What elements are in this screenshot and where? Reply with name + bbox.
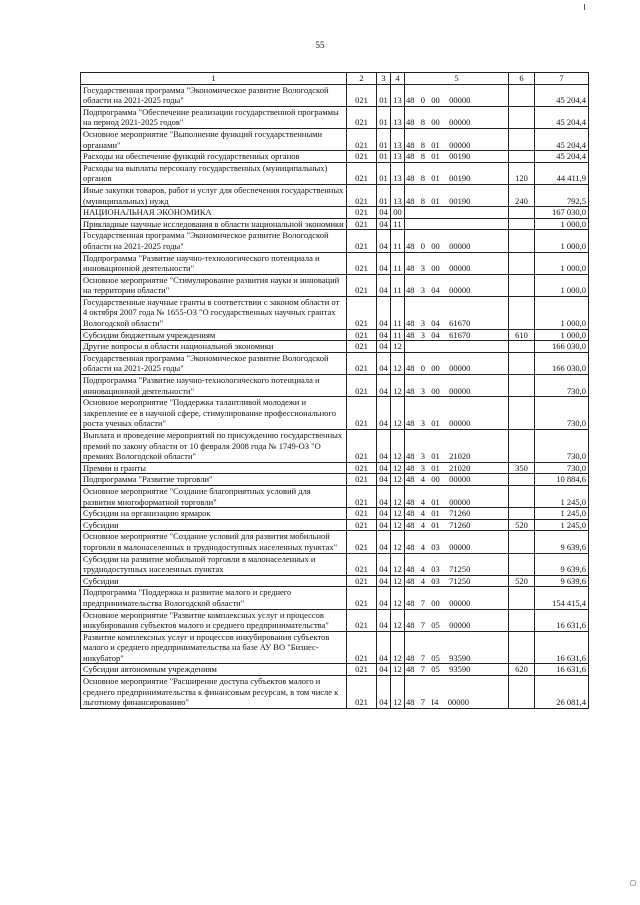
ministry-code-cell: 021: [347, 631, 377, 664]
subsection-code-cell: 11: [391, 296, 405, 329]
header-cell: 4: [391, 73, 405, 85]
ministry-code-cell: 021: [347, 575, 377, 587]
expense-type-cell: [509, 106, 535, 128]
corner-mark: [584, 4, 585, 10]
row-name-cell: Расходы на выплаты персоналу государственных (муниципальных) органов: [81, 162, 347, 184]
row-name-cell: Другие вопросы в области национальной экономики: [81, 341, 347, 353]
expense-type-cell: [509, 230, 535, 252]
budget-table: [80, 72, 589, 709]
ministry-code-cell: 021: [347, 274, 377, 296]
page-number: 55: [315, 40, 325, 50]
row-name-cell: Расходы на обеспечение функций государственных органов: [81, 151, 347, 163]
ministry-code-cell: 021: [347, 485, 377, 507]
expense-type-cell: [509, 274, 535, 296]
amount-cell: 730,0: [535, 462, 589, 474]
table-row: [81, 274, 589, 296]
table-row: [81, 352, 589, 374]
ministry-code-cell: 021: [347, 218, 377, 230]
row-name-cell: Подпрограмма "Обеспечение реализации государственной программы на период 2021-2025 годов": [81, 106, 347, 128]
subsection-code-cell: 12: [391, 508, 405, 520]
table-row: [81, 485, 589, 507]
section-code-cell: 04: [377, 252, 391, 274]
target-article-cell: 48 4 03 71250: [405, 575, 509, 587]
ministry-code-cell: 021: [347, 296, 377, 329]
expense-type-cell: 520: [509, 575, 535, 587]
table-row: [81, 375, 589, 397]
table-row: [81, 531, 589, 553]
table-row: [81, 207, 589, 219]
amount-cell: 1 000,0: [535, 296, 589, 329]
target-article-cell: 48 3 00 00000: [405, 252, 509, 274]
target-article-cell: 48 3 01 00000: [405, 397, 509, 430]
table-header-row: [81, 73, 589, 85]
target-article-cell: 48 7 05 93590: [405, 664, 509, 676]
scan-mark: [630, 880, 636, 886]
section-code-cell: 04: [377, 375, 391, 397]
ministry-code-cell: 021: [347, 128, 377, 150]
target-article-cell: 48 4 01 71260: [405, 519, 509, 531]
target-article-cell: 48 0 00 00000: [405, 84, 509, 106]
amount-cell: 16 631,6: [535, 664, 589, 676]
target-article-cell: 48 0 00 00000: [405, 352, 509, 374]
expense-type-cell: [509, 296, 535, 329]
table-row: [81, 151, 589, 163]
header-cell: 6: [509, 73, 535, 85]
subsection-code-cell: 11: [391, 252, 405, 274]
row-name-cell: Государственная программа "Экономическое развитие Вологодской области на 2021-2025 годы": [81, 84, 347, 106]
row-name-cell: Основное мероприятие "Расширение доступа субъектов малого и среднего предпринимательства к финансовым ресурсам, в том числе к льготному финансированию": [81, 676, 347, 709]
section-code-cell: 04: [377, 676, 391, 709]
amount-cell: 45 204,4: [535, 106, 589, 128]
amount-cell: 167 030,0: [535, 207, 589, 219]
target-article-cell: 48 3 01 21020: [405, 430, 509, 463]
target-article-cell: 48 8 00 00000: [405, 106, 509, 128]
row-name-cell: Субсидии бюджетным учреждениям: [81, 329, 347, 341]
amount-cell: 9 639,6: [535, 553, 589, 575]
subsection-code-cell: 12: [391, 631, 405, 664]
target-article-cell: 48 3 01 21020: [405, 462, 509, 474]
ministry-code-cell: 021: [347, 106, 377, 128]
expense-type-cell: [509, 485, 535, 507]
subsection-code-cell: 13: [391, 106, 405, 128]
row-name-cell: Субсидии автономным учреждениям: [81, 664, 347, 676]
section-code-cell: 04: [377, 397, 391, 430]
subsection-code-cell: 12: [391, 519, 405, 531]
section-code-cell: 04: [377, 274, 391, 296]
ministry-code-cell: 021: [347, 664, 377, 676]
expense-type-cell: 610: [509, 329, 535, 341]
target-article-cell: 48 8 01 00190: [405, 162, 509, 184]
row-name-cell: Подпрограмма "Развитие научно-технологического потенциала и инновационной деятельности": [81, 375, 347, 397]
target-article-cell: 48 7 I4 00000: [405, 676, 509, 709]
row-name-cell: Подпрограмма "Развитие научно-технологического потенциала и инновационной деятельности": [81, 252, 347, 274]
subsection-code-cell: 13: [391, 84, 405, 106]
row-name-cell: Основное мероприятие "Выполнение функций государственными органами": [81, 128, 347, 150]
ministry-code-cell: 021: [347, 329, 377, 341]
table-row: [81, 397, 589, 430]
table-row: [81, 128, 589, 150]
ministry-code-cell: 021: [347, 676, 377, 709]
target-article-cell: 48 4 01 71260: [405, 508, 509, 520]
ministry-code-cell: 021: [347, 553, 377, 575]
ministry-code-cell: 021: [347, 587, 377, 609]
amount-cell: 730,0: [535, 397, 589, 430]
subsection-code-cell: 13: [391, 184, 405, 206]
subsection-code-cell: 12: [391, 341, 405, 353]
expense-type-cell: [509, 252, 535, 274]
section-code-cell: 01: [377, 184, 391, 206]
amount-cell: 1 245,0: [535, 519, 589, 531]
target-article-cell: [405, 207, 509, 219]
section-code-cell: 04: [377, 609, 391, 631]
ministry-code-cell: 021: [347, 430, 377, 463]
row-name-cell: Субсидии: [81, 575, 347, 587]
row-name-cell: Государственная программа "Экономическое развитие Вологодской области на 2021-2025 годы": [81, 352, 347, 374]
expense-type-cell: [509, 430, 535, 463]
section-code-cell: 04: [377, 230, 391, 252]
row-name-cell: Иные закупки товаров, работ и услуг для обеспечения государственных (муниципальных) нужд: [81, 184, 347, 206]
row-name-cell: Государственные научные гранты в соответствии с законом области от 4 октября 2007 года № 1655-ОЗ "О государственных научных грантах Вологодской области": [81, 296, 347, 329]
table-row: [81, 341, 589, 353]
target-article-cell: 48 3 04 61670: [405, 329, 509, 341]
expense-type-cell: [509, 508, 535, 520]
table-row: [81, 664, 589, 676]
expense-type-cell: [509, 218, 535, 230]
section-code-cell: 01: [377, 162, 391, 184]
subsection-code-cell: 12: [391, 531, 405, 553]
amount-cell: 16 631,6: [535, 609, 589, 631]
subsection-code-cell: 12: [391, 462, 405, 474]
table-row: [81, 474, 589, 486]
row-name-cell: Премии и гранты: [81, 462, 347, 474]
row-name-cell: Выплата и проведение мероприятий по присуждению государственных премий по закону области от 10 февраля 2008 года № 1749-ОЗ "О премиях Вологодской области": [81, 430, 347, 463]
row-name-cell: Подпрограмма "Развитие торговли": [81, 474, 347, 486]
table-row: [81, 218, 589, 230]
amount-cell: 9 639,6: [535, 575, 589, 587]
section-code-cell: 01: [377, 151, 391, 163]
table-row: [81, 430, 589, 463]
section-code-cell: 04: [377, 519, 391, 531]
subsection-code-cell: 13: [391, 128, 405, 150]
expense-type-cell: [509, 341, 535, 353]
subsection-code-cell: 12: [391, 553, 405, 575]
target-article-cell: 48 8 01 00000: [405, 128, 509, 150]
subsection-code-cell: 12: [391, 375, 405, 397]
section-code-cell: 04: [377, 474, 391, 486]
amount-cell: 44 411,9: [535, 162, 589, 184]
subsection-code-cell: 13: [391, 162, 405, 184]
ministry-code-cell: 021: [347, 162, 377, 184]
subsection-code-cell: 11: [391, 230, 405, 252]
expense-type-cell: 350: [509, 462, 535, 474]
table-row: [81, 252, 589, 274]
amount-cell: 1 245,0: [535, 508, 589, 520]
subsection-code-cell: 12: [391, 430, 405, 463]
section-code-cell: 04: [377, 296, 391, 329]
expense-type-cell: [509, 553, 535, 575]
amount-cell: 730,0: [535, 375, 589, 397]
target-article-cell: 48 3 04 00000: [405, 274, 509, 296]
table-row: [81, 519, 589, 531]
section-code-cell: 04: [377, 631, 391, 664]
target-article-cell: [405, 218, 509, 230]
amount-cell: 16 631,6: [535, 631, 589, 664]
table-row: [81, 230, 589, 252]
section-code-cell: 04: [377, 664, 391, 676]
expense-type-cell: 620: [509, 664, 535, 676]
table-row: [81, 631, 589, 664]
target-article-cell: 48 4 01 00000: [405, 485, 509, 507]
subsection-code-cell: 12: [391, 474, 405, 486]
amount-cell: 9 639,6: [535, 531, 589, 553]
section-code-cell: 04: [377, 553, 391, 575]
ministry-code-cell: 021: [347, 508, 377, 520]
expense-type-cell: 120: [509, 162, 535, 184]
section-code-cell: 04: [377, 485, 391, 507]
ministry-code-cell: 021: [347, 184, 377, 206]
target-article-cell: 48 3 00 00000: [405, 375, 509, 397]
subsection-code-cell: 12: [391, 587, 405, 609]
table-row: [81, 296, 589, 329]
header-cell: 3: [377, 73, 391, 85]
section-code-cell: 01: [377, 128, 391, 150]
section-code-cell: 04: [377, 531, 391, 553]
ministry-code-cell: 021: [347, 341, 377, 353]
expense-type-cell: [509, 676, 535, 709]
table-row: [81, 462, 589, 474]
expense-type-cell: [509, 352, 535, 374]
row-name-cell: Основное мероприятие "Поддержка талантливой молодежи и закрепление ее в научной сфере, стимулирование профессионального роста ученых области": [81, 397, 347, 430]
subsection-code-cell: 12: [391, 485, 405, 507]
header-cell: 2: [347, 73, 377, 85]
target-article-cell: 48 3 04 61670: [405, 296, 509, 329]
section-code-cell: 04: [377, 508, 391, 520]
target-article-cell: [405, 341, 509, 353]
header-cell: 7: [535, 73, 589, 85]
subsection-code-cell: 12: [391, 575, 405, 587]
target-article-cell: 48 7 00 00000: [405, 587, 509, 609]
ministry-code-cell: 021: [347, 609, 377, 631]
header-cell: 1: [81, 73, 347, 85]
table-row: [81, 84, 589, 106]
ministry-code-cell: 021: [347, 397, 377, 430]
table-row: [81, 162, 589, 184]
expense-type-cell: [509, 609, 535, 631]
section-code-cell: 04: [377, 218, 391, 230]
section-code-cell: 04: [377, 329, 391, 341]
amount-cell: 1 000,0: [535, 230, 589, 252]
row-name-cell: Субсидии: [81, 519, 347, 531]
expense-type-cell: [509, 474, 535, 486]
ministry-code-cell: 021: [347, 252, 377, 274]
target-article-cell: 48 4 00 00000: [405, 474, 509, 486]
ministry-code-cell: 021: [347, 375, 377, 397]
expense-type-cell: 240: [509, 184, 535, 206]
subsection-code-cell: 12: [391, 676, 405, 709]
section-code-cell: 04: [377, 587, 391, 609]
subsection-code-cell: 12: [391, 664, 405, 676]
target-article-cell: 48 4 03 00000: [405, 531, 509, 553]
row-name-cell: НАЦИОНАЛЬНАЯ ЭКОНОМИКА: [81, 207, 347, 219]
section-code-cell: 04: [377, 207, 391, 219]
subsection-code-cell: 11: [391, 329, 405, 341]
target-article-cell: 48 0 00 00000: [405, 230, 509, 252]
amount-cell: 792,5: [535, 184, 589, 206]
table-row: [81, 575, 589, 587]
section-code-cell: 04: [377, 341, 391, 353]
header-cell: 5: [405, 73, 509, 85]
amount-cell: 45 204,4: [535, 84, 589, 106]
amount-cell: 26 081,4: [535, 676, 589, 709]
amount-cell: 1 000,0: [535, 274, 589, 296]
section-code-cell: 01: [377, 106, 391, 128]
expense-type-cell: [509, 531, 535, 553]
amount-cell: 166 030,0: [535, 352, 589, 374]
subsection-code-cell: 00: [391, 207, 405, 219]
amount-cell: 45 204,4: [535, 151, 589, 163]
subsection-code-cell: 13: [391, 151, 405, 163]
table-row: [81, 508, 589, 520]
section-code-cell: 04: [377, 352, 391, 374]
row-name-cell: Субсидии на организацию ярмарок: [81, 508, 347, 520]
subsection-code-cell: 12: [391, 397, 405, 430]
row-name-cell: Основное мероприятие "Создание благоприятных условий для развития многоформатной торговли": [81, 485, 347, 507]
subsection-code-cell: 12: [391, 352, 405, 374]
target-article-cell: 48 4 03 71250: [405, 553, 509, 575]
expense-type-cell: [509, 631, 535, 664]
expense-type-cell: [509, 151, 535, 163]
amount-cell: 1 000,0: [535, 218, 589, 230]
amount-cell: 45 204,4: [535, 128, 589, 150]
target-article-cell: 48 7 05 93590: [405, 631, 509, 664]
row-name-cell: Государственная программа "Экономическое развитие Вологодской области на 2021-2025 годы": [81, 230, 347, 252]
target-article-cell: 48 8 01 00190: [405, 184, 509, 206]
ministry-code-cell: 021: [347, 207, 377, 219]
expense-type-cell: 520: [509, 519, 535, 531]
section-code-cell: 04: [377, 575, 391, 587]
row-name-cell: Основное мероприятие "Создание условий для развития мобильной торговли в малонаселенных и труднодоступных населенных пунктах": [81, 531, 347, 553]
row-name-cell: Прикладные научные исследования в области национальной экономики: [81, 218, 347, 230]
row-name-cell: Субсидии на развитие мобильной торговли в малонаселенных и труднодоступных населенных пунктах: [81, 553, 347, 575]
target-article-cell: 48 7 05 00000: [405, 609, 509, 631]
amount-cell: 166 030,0: [535, 341, 589, 353]
table-row: [81, 553, 589, 575]
row-name-cell: Основное мероприятие "Развитие комплексных услуг и процессов инкубирования субъектов малого и среднего предпринимательства": [81, 609, 347, 631]
amount-cell: 154 415,4: [535, 587, 589, 609]
ministry-code-cell: 021: [347, 474, 377, 486]
expense-type-cell: [509, 397, 535, 430]
amount-cell: 730,0: [535, 430, 589, 463]
section-code-cell: 01: [377, 84, 391, 106]
section-code-cell: 04: [377, 430, 391, 463]
amount-cell: 1 245,0: [535, 485, 589, 507]
amount-cell: 1 000,0: [535, 329, 589, 341]
ministry-code-cell: 021: [347, 84, 377, 106]
ministry-code-cell: 021: [347, 230, 377, 252]
table-row: [81, 184, 589, 206]
table-row: [81, 609, 589, 631]
expense-type-cell: [509, 587, 535, 609]
amount-cell: 1 000,0: [535, 252, 589, 274]
target-article-cell: 48 8 01 00190: [405, 151, 509, 163]
ministry-code-cell: 021: [347, 519, 377, 531]
row-name-cell: Основное мероприятие "Стимулирование развития науки и инноваций на территории области": [81, 274, 347, 296]
amount-cell: 10 884,6: [535, 474, 589, 486]
row-name-cell: Подпрограмма "Поддержка и развитие малого и среднего предпринимательства Вологодской области": [81, 587, 347, 609]
section-code-cell: 04: [377, 462, 391, 474]
expense-type-cell: [509, 128, 535, 150]
expense-type-cell: [509, 84, 535, 106]
row-name-cell: Развитие комплексных услуг и процессов инкубирования субъектов малого и среднего предпринимательства на базе АУ ВО "Бизнес-инкубатор": [81, 631, 347, 664]
subsection-code-cell: 11: [391, 274, 405, 296]
ministry-code-cell: 021: [347, 352, 377, 374]
table-row: [81, 106, 589, 128]
table-row: [81, 329, 589, 341]
subsection-code-cell: 12: [391, 609, 405, 631]
ministry-code-cell: 021: [347, 531, 377, 553]
ministry-code-cell: 021: [347, 151, 377, 163]
table-row: [81, 587, 589, 609]
ministry-code-cell: 021: [347, 462, 377, 474]
subsection-code-cell: 11: [391, 218, 405, 230]
table-row: [81, 676, 589, 709]
expense-type-cell: [509, 375, 535, 397]
expense-type-cell: [509, 207, 535, 219]
